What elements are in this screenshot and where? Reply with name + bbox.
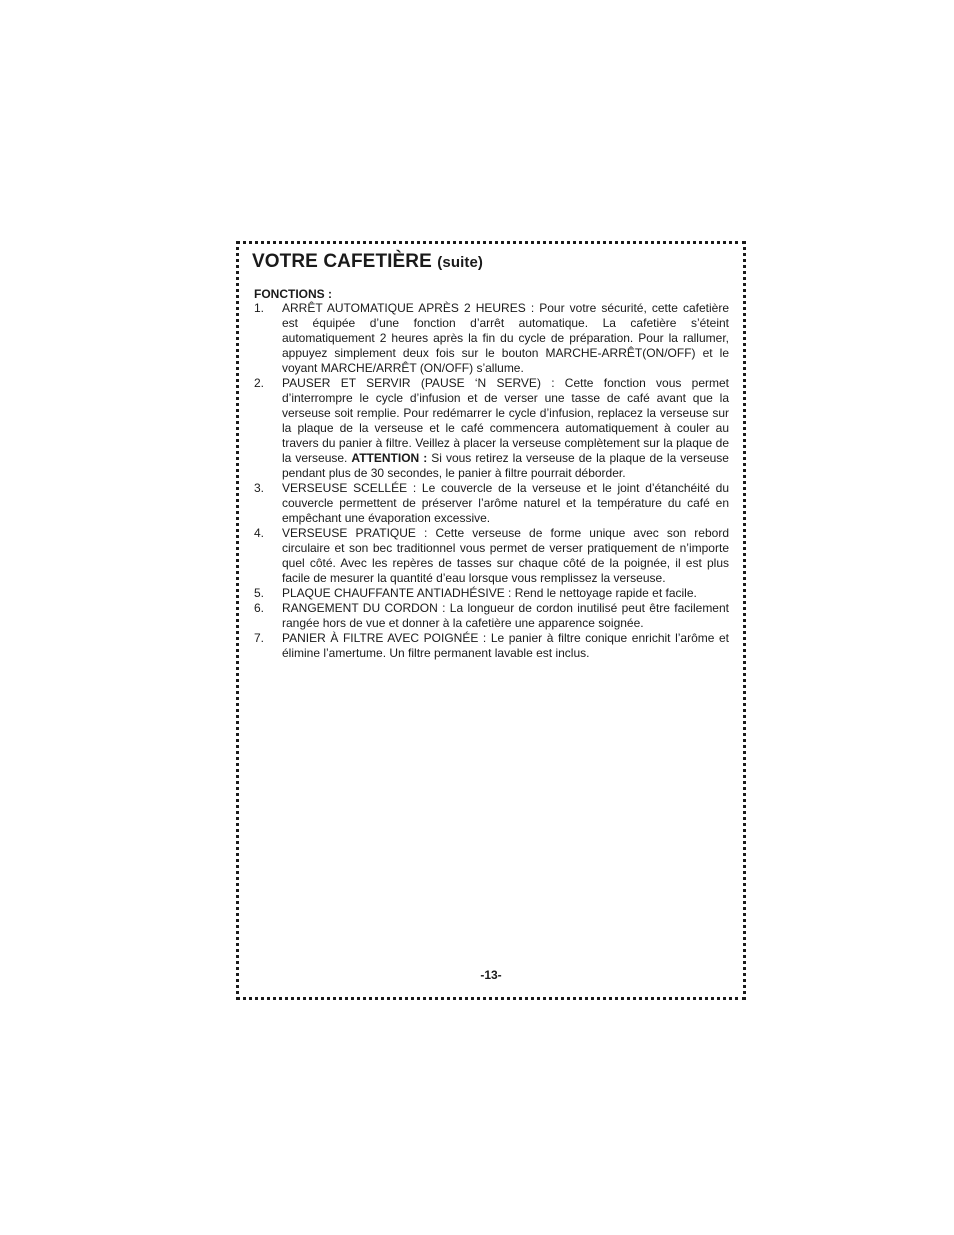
item-text: PANIER À FILTRE AVEC POIGNÉE : Le panier à filtre conique enrichit l’arôme et élimine l’amertume. Un filtre permanent lavable est inclus. [282, 631, 729, 660]
item-text-continued: Si vous retirez la verseuse de la plaque de la verseuse pendant plus de 30 secondes, le panier à filtre pourrait déborder. [282, 451, 729, 480]
page-title [252, 251, 483, 273]
item-text: PLAQUE CHAUFFANTE ANTIADHÉSIVE : Rend le nettoyage rapide et facile. [282, 586, 697, 600]
item-number: 1. [254, 301, 265, 315]
features-list [254, 301, 729, 661]
item-text: PAUSER ET SERVIR (PAUSE ‘N SERVE) : Cette fonction vous permet d’interrompre le cycle d’infusion et de verser une tasse de café avant que la verseuse soit remplie. Pour redémarrer le cycle d’infusion, replacez la verseuse sur la plaque de la verseuse et le café commencera automatiquement à couler au travers du panier à filtre. Veillez à placer la verseuse complètement sur la plaque de la verseuse. [282, 376, 729, 465]
item-number: 6. [254, 601, 265, 615]
item-number: 3. [254, 481, 265, 495]
list-item [254, 586, 729, 601]
attention-label: ATTENTION : [351, 451, 428, 465]
list-item [254, 481, 729, 526]
item-number: 2. [254, 376, 265, 390]
item-text: ARRÊT AUTOMATIQUE APRÈS 2 HEURES : Pour votre sécurité, cette cafetière est équipée d’une fonction d’arrêt automatique. La cafetière s’éteint automatiquement 2 heures après la fin du cycle de préparation. Pour la rallumer, appuyez simplement deux fois sur le bouton MARCHE-ARRÊT(ON/OFF) et le voyant MARCHE/ARRÊT (ON/OFF) s’allume. [282, 301, 729, 375]
page-title-suffix: (suite) [437, 254, 483, 271]
page-title-main: VOTRE CAFETIÈRE [252, 251, 432, 272]
item-text: VERSEUSE SCELLÉE : Le couvercle de la verseuse et le joint d’étanchéité du couvercle permettent de préserver l’arôme naturel et la température du café en empêchant une évaporation excessive. [282, 481, 729, 525]
list-item [254, 376, 729, 481]
list-item [254, 601, 729, 631]
item-text: VERSEUSE PRATIQUE : Cette verseuse de forme unique avec son rebord circulaire et son bec traditionnel vous permet de verser pratiquement de n’importe quel côté. Avec les repères de tasses sur chaque côté de la poignée, il est plus facile de mesurer la quantité d’eau lorsque vous remplissez la verseuse. [282, 526, 729, 585]
item-text-wrapper [282, 376, 729, 481]
item-text: RANGEMENT DU CORDON : La longueur de cordon inutilisé peut être facilement rangée hors de vue et donner à la cafetière une apparence soignée. [282, 601, 729, 630]
page-number: -13- [480, 968, 502, 982]
item-number: 5. [254, 586, 265, 600]
list-item [254, 301, 729, 376]
item-number: 4. [254, 526, 265, 540]
item-number: 7. [254, 631, 265, 645]
list-item [254, 631, 729, 661]
list-item [254, 526, 729, 586]
section-label: FONCTIONS : [254, 287, 332, 301]
